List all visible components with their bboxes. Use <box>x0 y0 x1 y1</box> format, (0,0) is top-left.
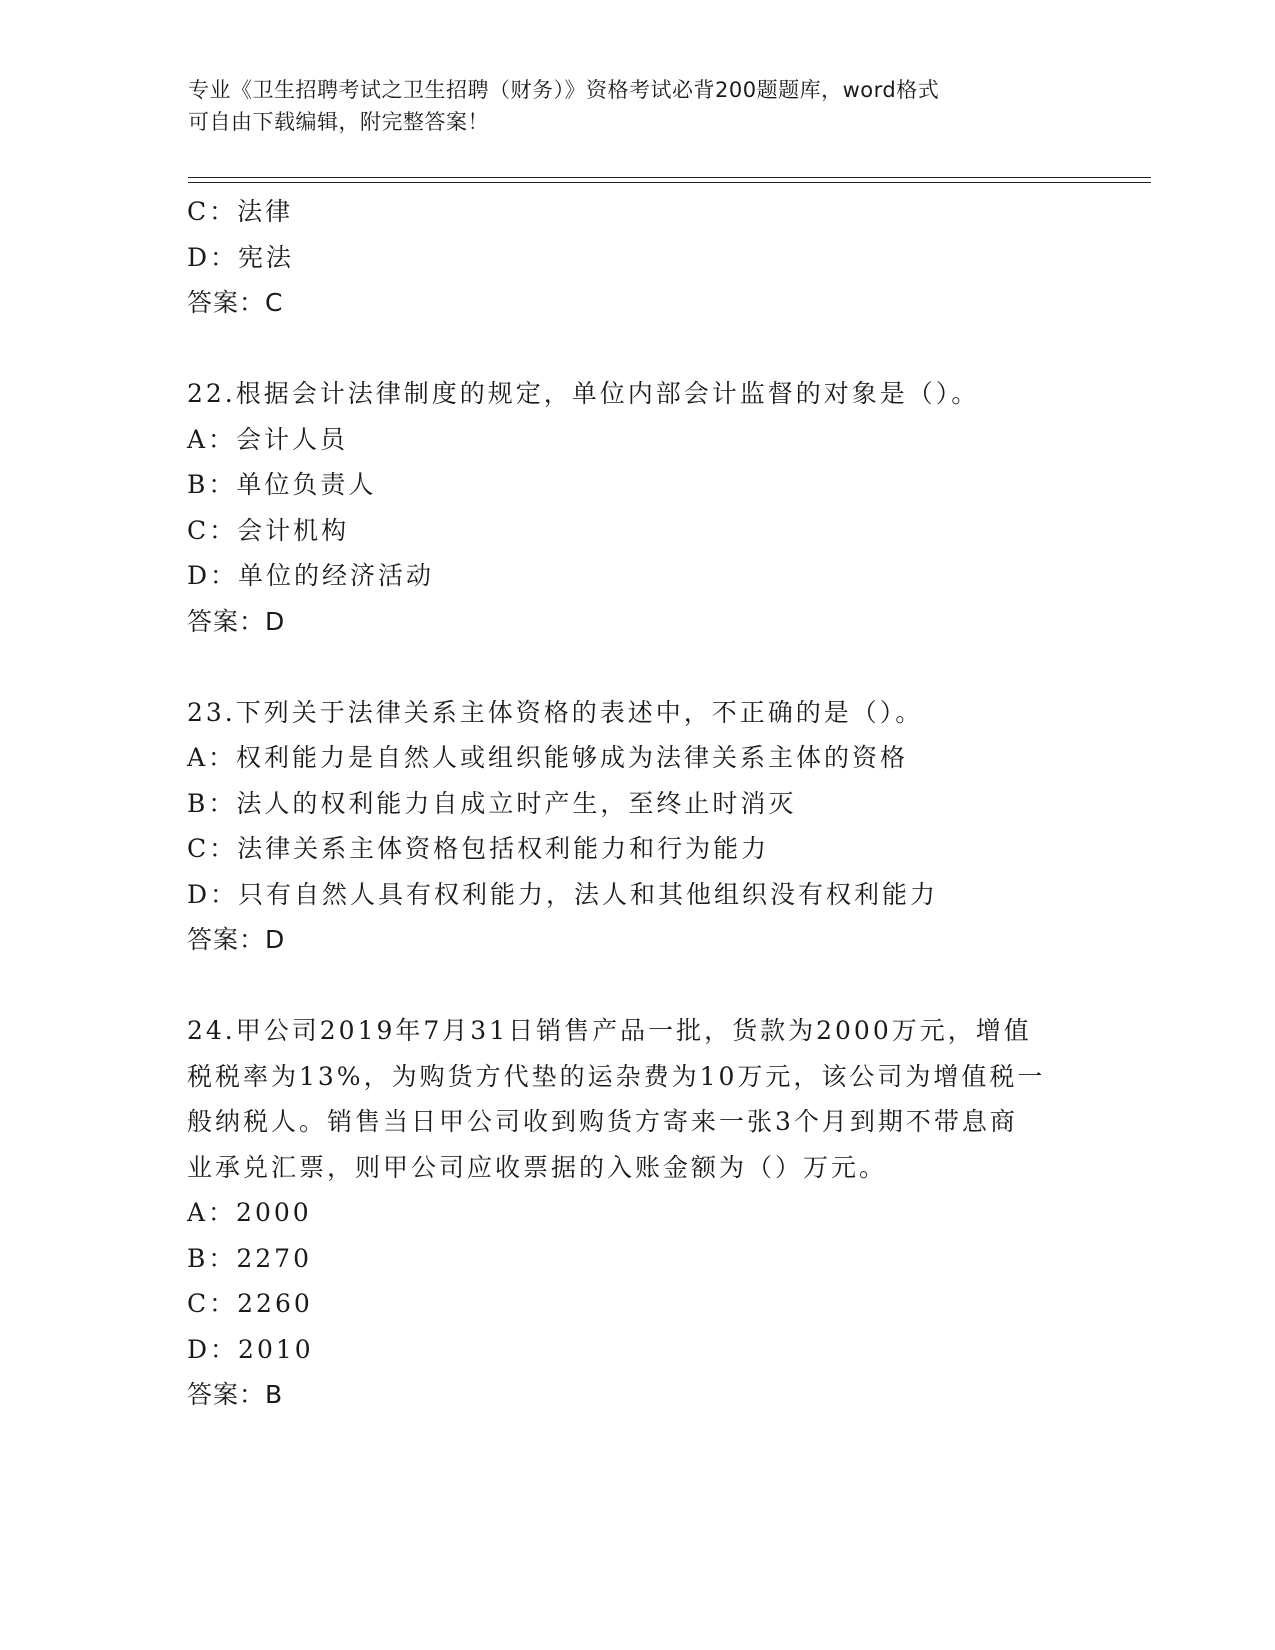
q24-stem-line-3: 般纳税人。销售当日甲公司收到购货方寄来一张3个月到期不带息商 <box>187 1107 1018 1136</box>
question-22 <box>187 371 1087 644</box>
q24-option-c: C：2260 <box>187 1289 313 1318</box>
q24-stem-line-2: 税税率为13%，为购货方代垫的运杂费为10万元，该公司为增值税一 <box>187 1061 1046 1091</box>
document-header <box>188 74 1068 138</box>
q24-option-d: D：2010 <box>187 1334 314 1364</box>
header-title-line-1: 专业《卫生招聘考试之卫生招聘（财务）》资格考试必背200题题库，word格式 <box>188 78 940 102</box>
q21-option-d: D：宪法 <box>187 242 295 272</box>
q23-option-a: A：权利能力是自然人或组织能够成为法律关系主体的资格 <box>187 743 909 772</box>
q24-option-b: B：2270 <box>187 1243 312 1273</box>
q22-stem: 22.根据会计法律制度的规定，单位内部会计监督的对象是（）。 <box>187 379 980 408</box>
question-24 <box>187 1008 1087 1418</box>
q23-option-c: C：法律关系主体资格包括权利能力和行为能力 <box>187 834 770 863</box>
q23-stem: 23.下列关于法律关系主体资格的表述中，不正确的是（）。 <box>187 697 924 727</box>
q22-option-d: D：单位的经济活动 <box>187 561 435 590</box>
q24-stem-line-1: 24.甲公司2019年7月31日销售产品一批，货款为2000万元，增值 <box>187 1016 1032 1045</box>
header-divider-bottom <box>188 182 1151 183</box>
q21-answer: 答案：C <box>187 288 284 317</box>
question-list <box>187 189 1087 1418</box>
q22-option-c: C：会计机构 <box>187 515 350 545</box>
q22-answer: 答案：D <box>187 606 286 636</box>
question-spacer <box>187 644 1087 690</box>
q24-answer: 答案：B <box>187 1380 284 1409</box>
question-23 <box>187 690 1087 963</box>
header-title-line-2: 可自由下载编辑，附完整答案！ <box>188 110 489 134</box>
question-21-tail <box>187 189 1087 326</box>
q22-option-a: A：会计人员 <box>187 424 349 454</box>
q23-answer: 答案：D <box>187 925 286 954</box>
question-spacer <box>187 963 1087 1009</box>
question-spacer <box>187 326 1087 372</box>
q22-option-b: B：单位负责人 <box>187 470 377 499</box>
q24-stem-line-4: 业承兑汇票，则甲公司应收票据的入账金额为（）万元。 <box>187 1152 888 1182</box>
q23-option-b: B：法人的权利能力自成立时产生，至终止时消灭 <box>187 788 797 818</box>
header-divider-top <box>188 177 1151 178</box>
q21-option-c: C：法律 <box>187 197 294 226</box>
q24-option-a: A：2000 <box>187 1198 312 1227</box>
q23-option-d: D：只有自然人具有权利能力，法人和其他组织没有权利能力 <box>187 879 939 909</box>
